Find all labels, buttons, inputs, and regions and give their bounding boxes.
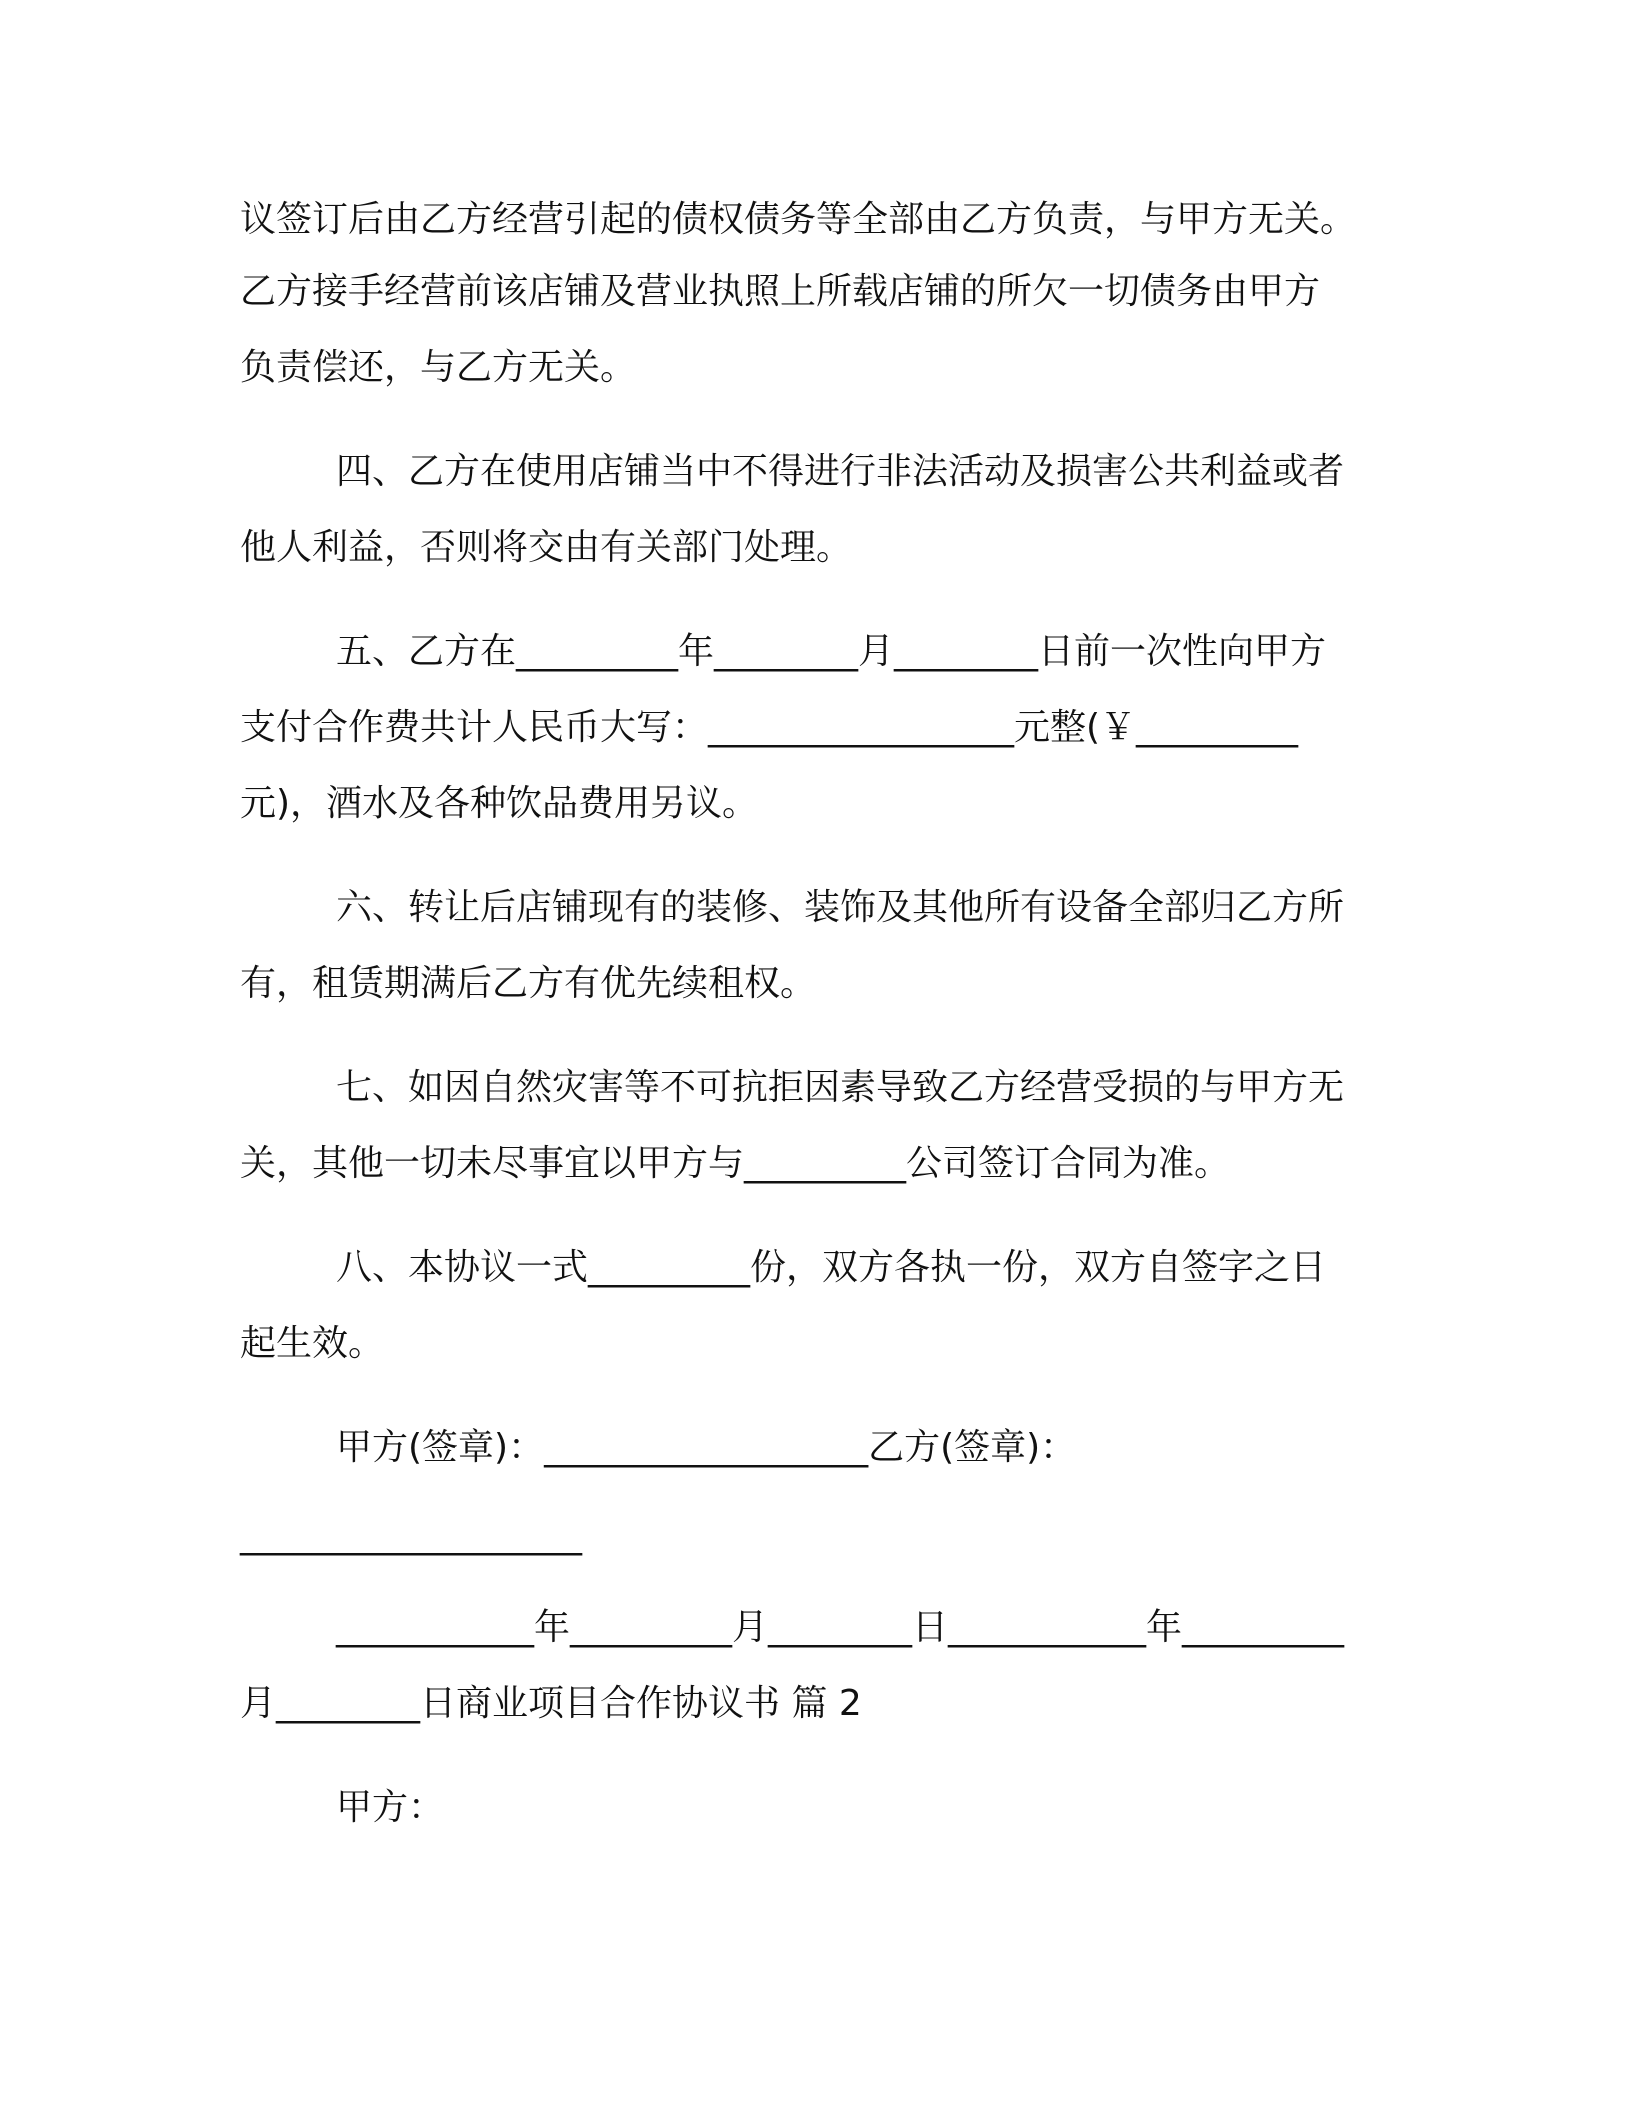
clause-6-line: 六、转让后店铺现有的装修、装饰及其他所有设备全部归乙方所: [336, 887, 1345, 928]
signature-line: ___________________: [240, 1515, 582, 1556]
clause-8-line: 八、本协议一式_________份，双方各执一份，双方自签字之日: [336, 1247, 1327, 1288]
clause-5-line: 五、乙方在_________年________月________日前一次性向甲方: [336, 631, 1327, 672]
clause-7-line: 关，其他一切未尽事宜以甲方与_________公司签订合同为准。: [240, 1143, 1231, 1184]
party-a-label: 甲方：: [336, 1787, 445, 1828]
paragraph-line: 乙方接手经营前该店铺及营业执照上所载店铺的所欠一切债务由甲方: [240, 271, 1321, 312]
clause-4-line: 他人利益，否则将交由有关部门处理。: [240, 527, 853, 568]
date-line: 月________日商业项目合作协议书 篇 2: [240, 1683, 862, 1724]
clause-5-line: 支付合作费共计人民币大写：_________________元整(￥_________: [240, 707, 1299, 748]
clause-4-line: 四、乙方在使用店铺当中不得进行非法活动及损害公共利益或者: [336, 451, 1345, 492]
paragraph-line: 负责偿还，与乙方无关。: [240, 347, 637, 388]
clause-7-line: 七、如因自然灾害等不可抗拒因素导致乙方经营受损的与甲方无: [336, 1067, 1345, 1108]
paragraph-line: 议签订后由乙方经营引起的债权债务等全部由乙方负责，与甲方无关。: [240, 199, 1357, 240]
clause-6-line: 有，租赁期满后乙方有优先续租权。: [240, 963, 817, 1004]
date-line: ___________年_________月________日___________年_________: [336, 1607, 1344, 1648]
signature-line: 甲方(签章)：__________________乙方(签章)：: [336, 1427, 1077, 1468]
clause-8-line: 起生效。: [240, 1323, 385, 1364]
clause-5-line: 元)，酒水及各种饮品费用另议。: [240, 783, 759, 824]
